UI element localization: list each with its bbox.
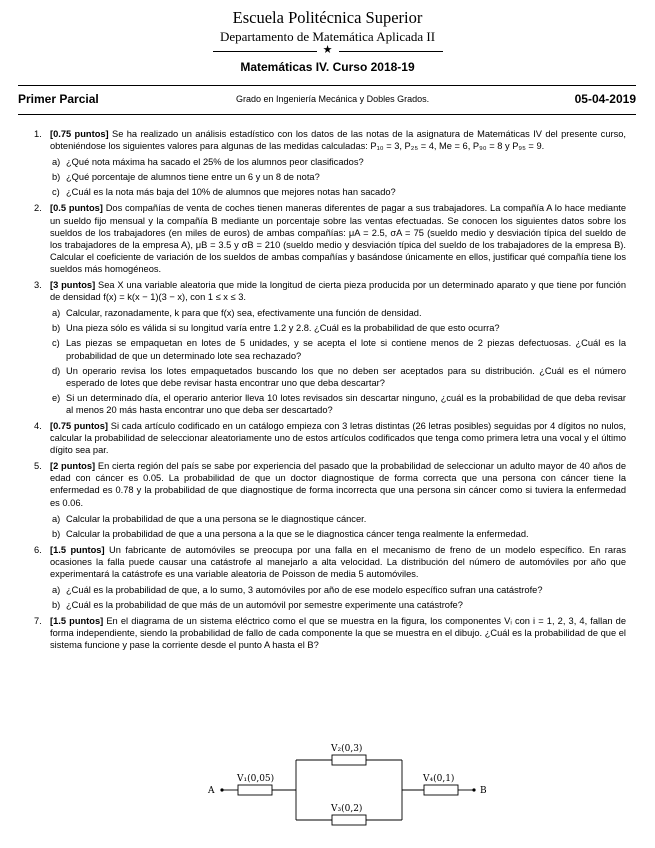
sub-question-text: Calcular la probabilidad de que a una persona se le diagnostique cáncer. <box>66 513 367 524</box>
sub-question <box>50 186 626 198</box>
sub-question <box>50 365 626 389</box>
exam-header <box>0 8 655 75</box>
circuit-diagram <box>0 740 655 840</box>
component-v3-label: V₃(0,2) <box>331 804 363 814</box>
sub-question-text: Calcular, razonadamente, k para que f(x) sea, efectivamente una función de densidad. <box>66 308 422 319</box>
sub-question-text: ¿Cuál es la nota más baja del 10% de alumnos que mejores notas han sacado? <box>66 187 396 198</box>
degree-name: Grado en Ingeniería Mecánica y Dobles Grados. <box>236 94 430 104</box>
question-points: [0.5 puntos] <box>50 203 103 214</box>
question-text: Dos compañías de venta de coches tienen maneras diferentes de pagar a sus trabajadores. La compañía A lo hace mediante un sueldo fijo mensual y la compañía B mediante un porcentaje sobre las ventas efectuadas. Se conocen los siguientes datos sobre los sueldos de los trabajadores (en miles de euros) de ambas compañías: μA = 2.5, σA = 75 (sueldo medio y desviación típica del sueldo de los trabajadores de la empresa A), μB = 3.5 y σB = 210 (sueldo medio y desviación típica del sueldo de los trabajadores de la empresa B). Calcular el coeficiente de variación de los sueldos de ambas compañías y basándose únicamente en ellos, justificar qué compañía tiene los sueldos más homogéneos. <box>50 203 627 274</box>
sub-question-text: Las piezas se empaquetan en lotes de 5 unidades, y se acepta el lote si contiene menos de 2 piezas defectuosas. ¿Cuál es la probabilidad de que un determinado lote sea rechazado? <box>66 338 626 361</box>
question-points: [3 puntos] <box>50 280 96 291</box>
component-v4-label: V₄(0,1) <box>423 774 455 784</box>
question-7 <box>34 615 626 651</box>
question-statement <box>50 544 626 580</box>
question-text: Un fabricante de automóviles se preocupa por una falla en el mecanismo de freno de un modelo específico. En raras ocasiones la falla puede causar una catástrofe al manejarlo a alta velocidad. La distribución del número de automóviles por año que experimentará la catástrofe es una variable aleatoria de Poisson de media 5 automóviles. <box>50 544 626 579</box>
sub-question <box>50 322 626 334</box>
question-statement <box>50 615 626 651</box>
header-rule-bottom <box>18 114 636 115</box>
component-v1 <box>238 785 272 795</box>
header-ornament <box>213 45 443 57</box>
sub-question-letter: b) <box>52 600 61 611</box>
question-4 <box>34 420 626 456</box>
exam-date: 05-04-2019 <box>574 92 636 106</box>
question-number: 6. <box>34 544 42 555</box>
question-number: 5. <box>34 461 42 472</box>
question-2 <box>34 202 627 275</box>
sub-question <box>50 513 626 525</box>
question-statement <box>50 420 626 456</box>
sub-question-letter: b) <box>52 172 61 183</box>
question-number: 7. <box>34 616 42 627</box>
sub-question <box>50 171 626 183</box>
department-name: Departamento de Matemática Aplicada II <box>219 29 436 44</box>
component-v2 <box>332 755 366 765</box>
question-number: 1. <box>34 129 42 139</box>
question-text: Sea X una variable aleatoria que mide la longitud de cierta pieza producida por un determinado aparato y que tiene por función de densidad f(x) = k(x − 1)(3 − x), con 1 ≤ x ≤ 3. <box>50 280 626 303</box>
question-points: [1.5 puntos] <box>50 616 104 627</box>
ornament-line-right <box>339 51 443 52</box>
question-number: 3. <box>34 280 42 291</box>
question-points: [0.75 puntos] <box>50 420 109 431</box>
question-text: Si cada artículo codificado en un catálogo empieza con 3 letras distintas (26 letras posibles) seguidas por 4 dígitos no nulos, calcular la probabilidad de seleccionar aleatoriamente uno de estos artículos codificados que tenga como primera letra una vocal y el último dígito sea par. <box>50 420 626 456</box>
sub-question-text: Un operario revisa los lotes empaquetados buscando los que no deben ser aceptados para su distribución. ¿Cuál es el número esperado de lotes que debe revisar hasta encontrar uno que deba descartar? <box>66 365 626 388</box>
course-title: Matemáticas IV. Curso 2018-19 <box>240 60 415 74</box>
question-statement <box>50 460 626 508</box>
sub-question-letter: c) <box>52 338 60 349</box>
sub-question-text: ¿Cuál es la probabilidad de que más de un automóvil por semestre experimente una catástrofe? <box>66 600 463 611</box>
question-text: En el diagrama de un sistema eléctrico como el que se muestra en la figura, los componentes Vᵢ con i = 1, 2, 3, 4, fallan de forma independiente, siendo la probabilidad de fallo de cada componente la que se muestra en el dibujo. ¿Cuál es la probabilidad de que el sistema funcione y pase la corriente desde el punto A hasta el B? <box>50 616 626 651</box>
sub-question-letter: d) <box>52 365 61 376</box>
point-b-label: B <box>480 786 487 796</box>
question-5 <box>34 460 626 540</box>
sub-question <box>50 584 626 596</box>
sub-question-letter: a) <box>52 157 61 168</box>
component-v1-label: V₁(0,05) <box>237 774 275 784</box>
questions-list <box>34 128 627 656</box>
header-rule-top <box>18 85 636 86</box>
sub-question-letter: e) <box>52 392 61 403</box>
sub-question <box>50 307 626 319</box>
question-6 <box>34 544 626 611</box>
sub-question <box>50 392 626 416</box>
question-1 <box>34 128 626 198</box>
sub-question <box>50 337 626 361</box>
component-v2-label: V₂(0,3) <box>331 744 363 754</box>
sub-question-letter: a) <box>52 585 61 596</box>
component-v3 <box>332 815 366 825</box>
question-points: [1.5 puntos] <box>50 544 105 555</box>
question-number: 4. <box>34 420 42 431</box>
star-icon: ★ <box>322 44 333 56</box>
sub-question <box>50 528 626 540</box>
exam-name: Primer Parcial <box>18 92 99 106</box>
sub-question-text: Si un determinado día, el operario anterior lleva 10 lotes revisados sin descartar ninguno, ¿cuál es la probabilidad de que deba revisar al menos 20 más hasta encontrar uno que deba ser descartado? <box>66 392 626 415</box>
sub-questions <box>50 584 626 611</box>
question-statement <box>50 279 626 303</box>
exam-info-row <box>18 92 636 110</box>
sub-question-letter: b) <box>52 528 61 539</box>
sub-question-text: Calcular la probabilidad de que a una persona a la que se le diagnostica cáncer tenga realmente la enfermedad. <box>66 528 529 539</box>
question-3 <box>34 279 626 416</box>
question-statement <box>50 202 626 275</box>
sub-question-text: ¿Qué porcentaje de alumnos tiene entre un 6 y un 8 de nota? <box>66 172 320 183</box>
school-name: Escuela Politécnica Superior <box>232 8 423 27</box>
question-points: [0.75 puntos] <box>50 129 109 139</box>
sub-questions <box>50 156 626 198</box>
question-text: Se ha realizado un análisis estadístico con los datos de las notas de la asignatura de Matemáticas IV del presente curso, obteniéndose los siguientes valores para algunas de las medidas calculadas: P₁₀ = 3, P₂₅ = 4, Me = 6, P₉₀ = 8 y P₉₅ = 9. <box>50 129 626 152</box>
sub-question <box>50 156 626 168</box>
sub-question-letter: a) <box>52 308 61 319</box>
sub-question-text: Una pieza sólo es válida si su longitud varía entre 1.2 y 2.8. ¿Cuál es la probabilidad de que esto ocurra? <box>66 323 500 334</box>
question-text: En cierta región del país se sabe por experiencia del pasado que la probabilidad de seleccionar un adulto mayor de 40 años de edad con cáncer es 0.05. La probabilidad de que un doctor diagnostique de forma correcta que una persona con cáncer tiene la enfermedad es 0.78 y la probabilidad de que diagnostique de forma incorrecta que una persona sin cáncer como si tuviera la enfermedad es 0.06. <box>50 461 626 508</box>
point-a-node <box>220 788 223 791</box>
sub-questions <box>50 513 626 540</box>
sub-question-text: ¿Cuál es la probabilidad de que, a lo sumo, 3 automóviles por año de ese modelo específico sufran una catástrofe? <box>66 585 543 596</box>
question-statement <box>50 128 626 152</box>
sub-questions <box>50 307 626 416</box>
component-v4 <box>424 785 458 795</box>
sub-question-letter: a) <box>52 513 61 524</box>
ornament-line-left <box>213 51 317 52</box>
sub-question-text: ¿Qué nota máxima ha sacado el 25% de los alumnos peor clasificados? <box>66 157 364 168</box>
point-a-label: A <box>208 786 215 796</box>
question-points: [2 puntos] <box>50 461 96 472</box>
point-b-node <box>472 788 475 791</box>
question-number: 2. <box>34 203 42 214</box>
sub-question-letter: c) <box>52 187 60 198</box>
sub-question <box>50 599 626 611</box>
sub-question-letter: b) <box>52 323 61 334</box>
